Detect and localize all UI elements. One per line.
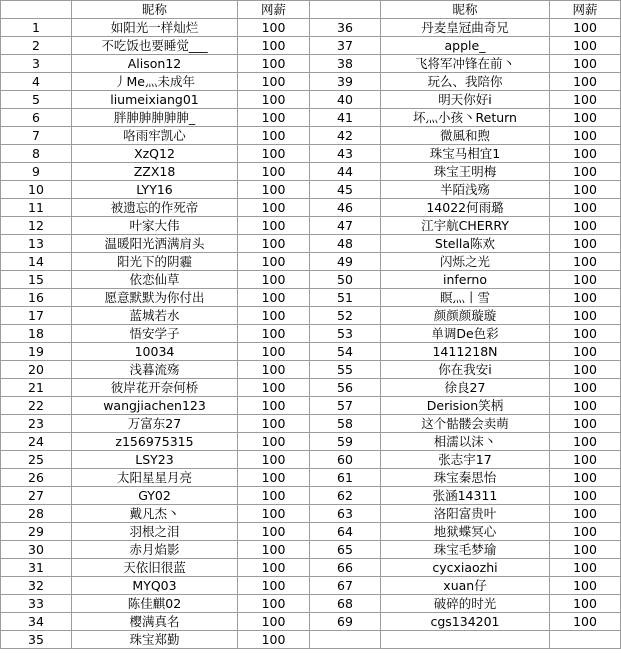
header-right-nickname[interactable]: 昵称 (381, 1, 550, 19)
left-salary-cell[interactable]: 100 (238, 181, 310, 199)
left-salary-cell[interactable]: 100 (238, 559, 310, 577)
left-salary-cell[interactable]: 100 (238, 433, 310, 451)
right-row-number-cell[interactable]: 53 (310, 325, 381, 343)
left-nickname-cell[interactable]: 戴凡杰丶 (72, 505, 238, 523)
left-nickname-cell[interactable]: 羽根之泪 (72, 523, 238, 541)
right-nickname-cell[interactable]: 你在我安i (381, 361, 550, 379)
left-nickname-cell[interactable]: wangjiachen123 (72, 397, 238, 415)
table-row (1, 469, 621, 487)
right-row-number-cell[interactable]: 40 (310, 91, 381, 109)
right-row-number-cell[interactable]: 49 (310, 253, 381, 271)
table-row (1, 325, 621, 343)
table-row (1, 19, 621, 37)
left-row-number-cell[interactable]: 16 (1, 289, 72, 307)
table-row (1, 379, 621, 397)
left-nickname-cell[interactable]: 胖胂胂胂胂胂_ (72, 109, 238, 127)
left-nickname-cell[interactable]: 浅暮流殇 (72, 361, 238, 379)
left-row-number-cell[interactable]: 11 (1, 199, 72, 217)
right-row-number-cell[interactable]: 60 (310, 451, 381, 469)
header-left-salary[interactable]: 网薪 (238, 1, 310, 19)
left-nickname-cell[interactable]: 如阳光一样灿烂 (72, 19, 238, 37)
right-row-number-cell[interactable]: 39 (310, 73, 381, 91)
right-row-number-cell[interactable]: 48 (310, 235, 381, 253)
right-salary-cell[interactable]: 100 (550, 469, 621, 487)
right-salary-cell[interactable]: 100 (550, 217, 621, 235)
table-row (1, 577, 621, 595)
left-nickname-cell[interactable]: 不吃饭也要睡觉___ (72, 37, 238, 55)
left-row-number-cell[interactable]: 17 (1, 307, 72, 325)
left-row-number-cell[interactable]: 6 (1, 109, 72, 127)
right-salary-cell[interactable]: 100 (550, 253, 621, 271)
right-nickname-cell[interactable]: 珠宝王明梅 (381, 163, 550, 181)
left-nickname-cell[interactable]: Alison12 (72, 55, 238, 73)
table-row (1, 505, 621, 523)
right-nickname-cell[interactable]: 明天你好i (381, 91, 550, 109)
left-nickname-cell[interactable]: GY02 (72, 487, 238, 505)
right-salary-cell[interactable]: 100 (550, 55, 621, 73)
left-row-number-cell[interactable]: 30 (1, 541, 72, 559)
left-nickname-cell[interactable]: 万富东27 (72, 415, 238, 433)
right-salary-cell[interactable]: 100 (550, 613, 621, 631)
left-row-number-cell[interactable]: 23 (1, 415, 72, 433)
left-row-number-cell[interactable]: 3 (1, 55, 72, 73)
right-salary-cell[interactable]: 100 (550, 235, 621, 253)
right-salary-cell[interactable]: 100 (550, 577, 621, 595)
right-salary-cell[interactable]: 100 (550, 37, 621, 55)
header-right-salary[interactable]: 网薪 (550, 1, 621, 19)
left-salary-cell[interactable]: 100 (238, 55, 310, 73)
right-row-number-cell[interactable]: 67 (310, 577, 381, 595)
right-salary-cell[interactable]: 100 (550, 19, 621, 37)
table-row (1, 235, 621, 253)
right-salary-cell[interactable]: 100 (550, 559, 621, 577)
right-salary-cell[interactable]: 100 (550, 289, 621, 307)
left-row-number-cell[interactable]: 33 (1, 595, 72, 613)
right-row-number-cell[interactable]: 69 (310, 613, 381, 631)
right-row-number-cell[interactable]: 54 (310, 343, 381, 361)
left-salary-cell[interactable]: 100 (238, 379, 310, 397)
right-salary-cell[interactable]: 100 (550, 505, 621, 523)
left-row-number-cell[interactable]: 29 (1, 523, 72, 541)
right-nickname-cell[interactable]: 丹麦皇冠曲奇兄 (381, 19, 550, 37)
left-salary-cell[interactable]: 100 (238, 19, 310, 37)
left-nickname-cell[interactable]: 赤月焰影 (72, 541, 238, 559)
right-salary-cell[interactable]: 100 (550, 541, 621, 559)
left-salary-cell[interactable]: 100 (238, 469, 310, 487)
right-row-number-cell[interactable]: 55 (310, 361, 381, 379)
left-nickname-cell[interactable]: 10034 (72, 343, 238, 361)
right-nickname-cell[interactable]: 破碎的时光 (381, 595, 550, 613)
left-row-number-cell[interactable]: 18 (1, 325, 72, 343)
right-salary-cell[interactable]: 100 (550, 523, 621, 541)
left-nickname-cell[interactable]: 蓝城若水 (72, 307, 238, 325)
table-row (1, 127, 621, 145)
right-row-number-cell[interactable]: 50 (310, 271, 381, 289)
left-salary-cell[interactable]: 100 (238, 577, 310, 595)
right-nickname-cell[interactable]: 这个骷髅会卖萌 (381, 415, 550, 433)
header-left-row-number[interactable] (1, 1, 72, 19)
right-salary-cell[interactable]: 100 (550, 595, 621, 613)
right-salary-cell[interactable]: 100 (550, 91, 621, 109)
table-row (1, 487, 621, 505)
left-row-number-cell[interactable]: 13 (1, 235, 72, 253)
right-salary-cell[interactable]: 100 (550, 199, 621, 217)
left-salary-cell[interactable]: 100 (238, 505, 310, 523)
left-nickname-cell[interactable]: 叶家大伟 (72, 217, 238, 235)
right-nickname-cell[interactable]: 飞将军冲锋在前丶 (381, 55, 550, 73)
left-nickname-cell[interactable]: MYQ03 (72, 577, 238, 595)
left-row-number-cell[interactable]: 7 (1, 127, 72, 145)
left-nickname-cell[interactable]: 珠宝郑勤 (72, 631, 238, 649)
table-row (1, 613, 621, 631)
table-row (1, 271, 621, 289)
right-row-number-cell[interactable]: 64 (310, 523, 381, 541)
right-salary-cell[interactable]: 100 (550, 145, 621, 163)
table-row (1, 91, 621, 109)
left-salary-cell[interactable]: 100 (238, 487, 310, 505)
left-row-number-cell[interactable]: 26 (1, 469, 72, 487)
left-nickname-cell[interactable]: 丿Me灬未成年 (72, 73, 238, 91)
left-row-number-cell[interactable]: 8 (1, 145, 72, 163)
left-nickname-cell[interactable]: XzQ12 (72, 145, 238, 163)
left-salary-cell[interactable]: 100 (238, 541, 310, 559)
right-salary-cell[interactable]: 100 (550, 73, 621, 91)
right-salary-cell[interactable]: 100 (550, 379, 621, 397)
right-salary-cell[interactable]: 100 (550, 271, 621, 289)
table-row (1, 433, 621, 451)
left-nickname-cell[interactable]: LSY23 (72, 451, 238, 469)
right-row-number-cell[interactable]: 42 (310, 127, 381, 145)
header-right-row-number[interactable] (310, 1, 381, 19)
left-nickname-cell[interactable]: 依恋仙草 (72, 271, 238, 289)
left-row-number-cell[interactable]: 27 (1, 487, 72, 505)
left-salary-cell[interactable]: 100 (238, 613, 310, 631)
right-row-number-cell[interactable]: 51 (310, 289, 381, 307)
right-row-number-cell[interactable]: 65 (310, 541, 381, 559)
left-salary-cell[interactable]: 100 (238, 397, 310, 415)
right-nickname-cell[interactable]: 张涵14311 (381, 487, 550, 505)
left-salary-cell[interactable]: 100 (238, 595, 310, 613)
right-nickname-cell[interactable]: 瞑灬丨雪 (381, 289, 550, 307)
right-nickname-cell[interactable]: 半陌浅殇 (381, 181, 550, 199)
right-nickname-cell[interactable]: Stella陈欢 (381, 235, 550, 253)
left-salary-cell[interactable]: 100 (238, 163, 310, 181)
right-row-number-cell[interactable]: 44 (310, 163, 381, 181)
right-row-number-cell[interactable]: 57 (310, 397, 381, 415)
right-row-number-cell[interactable]: 45 (310, 181, 381, 199)
table-row (1, 73, 621, 91)
right-nickname-cell[interactable]: 单调De色彩 (381, 325, 550, 343)
right-nickname-cell[interactable]: cycxiaozhi (381, 559, 550, 577)
table-row (1, 163, 621, 181)
table-row (1, 343, 621, 361)
table-row (1, 199, 621, 217)
left-salary-cell[interactable]: 100 (238, 289, 310, 307)
left-row-number-cell[interactable]: 25 (1, 451, 72, 469)
left-row-number-cell[interactable]: 24 (1, 433, 72, 451)
table-row (1, 541, 621, 559)
right-row-number-cell[interactable]: 43 (310, 145, 381, 163)
right-nickname-cell[interactable]: 徐良27 (381, 379, 550, 397)
right-nickname-cell[interactable]: inferno (381, 271, 550, 289)
table-row (1, 523, 621, 541)
left-salary-cell[interactable]: 100 (238, 37, 310, 55)
right-row-number-cell[interactable]: 58 (310, 415, 381, 433)
left-salary-cell[interactable]: 100 (238, 325, 310, 343)
right-salary-cell[interactable]: 100 (550, 343, 621, 361)
left-row-number-cell[interactable]: 35 (1, 631, 72, 649)
right-row-number-cell[interactable]: 46 (310, 199, 381, 217)
right-salary-cell[interactable]: 100 (550, 109, 621, 127)
header-left-nickname[interactable]: 昵称 (72, 1, 238, 19)
right-nickname-cell[interactable]: 地狱蝶冥心 (381, 523, 550, 541)
left-salary-cell[interactable]: 100 (238, 199, 310, 217)
right-row-number-cell[interactable]: 62 (310, 487, 381, 505)
left-row-number-cell[interactable]: 34 (1, 613, 72, 631)
right-row-number-cell[interactable]: 36 (310, 19, 381, 37)
right-nickname-cell[interactable]: xuan仔 (381, 577, 550, 595)
left-row-number-cell[interactable]: 12 (1, 217, 72, 235)
left-nickname-cell[interactable]: 樱满真名 (72, 613, 238, 631)
right-row-number-cell[interactable]: 41 (310, 109, 381, 127)
left-row-number-cell[interactable]: 2 (1, 37, 72, 55)
right-row-number-cell[interactable]: 63 (310, 505, 381, 523)
right-nickname-cell[interactable]: cgs134201 (381, 613, 550, 631)
right-nickname-cell[interactable]: 1411218N (381, 343, 550, 361)
table-row (1, 289, 621, 307)
table-row (1, 361, 621, 379)
left-nickname-cell[interactable]: 陈佳麒02 (72, 595, 238, 613)
left-salary-cell[interactable]: 100 (238, 253, 310, 271)
left-salary-cell[interactable]: 100 (238, 451, 310, 469)
left-salary-cell[interactable]: 100 (238, 235, 310, 253)
left-salary-cell[interactable]: 100 (238, 217, 310, 235)
left-salary-cell[interactable]: 100 (238, 631, 310, 649)
left-row-number-cell[interactable]: 28 (1, 505, 72, 523)
right-nickname-cell[interactable]: 珠宝秦思怡 (381, 469, 550, 487)
right-nickname-cell[interactable]: 珠宝马相宜1 (381, 145, 550, 163)
right-salary-cell[interactable]: 100 (550, 433, 621, 451)
left-salary-cell[interactable]: 100 (238, 109, 310, 127)
left-nickname-cell[interactable]: LYY16 (72, 181, 238, 199)
right-nickname-cell[interactable]: apple_ (381, 37, 550, 55)
left-salary-cell[interactable]: 100 (238, 307, 310, 325)
right-row-number-cell[interactable]: 47 (310, 217, 381, 235)
left-nickname-cell[interactable]: 愿意默默为你付出 (72, 289, 238, 307)
table-row (1, 55, 621, 73)
right-row-number-cell[interactable]: 68 (310, 595, 381, 613)
right-nickname-cell[interactable]: 江宇航CHERRY (381, 217, 550, 235)
right-nickname-cell[interactable]: 张志宇17 (381, 451, 550, 469)
header-row (1, 1, 621, 19)
table-row (1, 415, 621, 433)
right-nickname-cell[interactable]: 微風和煦 (381, 127, 550, 145)
right-row-number-cell[interactable]: 52 (310, 307, 381, 325)
right-nickname-cell[interactable]: 洛阳富贵叶 (381, 505, 550, 523)
right-nickname-cell[interactable]: 颜颜颜璇璇 (381, 307, 550, 325)
left-salary-cell[interactable]: 100 (238, 73, 310, 91)
left-row-number-cell[interactable]: 14 (1, 253, 72, 271)
left-nickname-cell[interactable]: 温暖阳光洒满肩头 (72, 235, 238, 253)
left-nickname-cell[interactable]: ZZX18 (72, 163, 238, 181)
right-row-number-cell[interactable]: 37 (310, 37, 381, 55)
right-nickname-cell[interactable]: 相濡以沫丶 (381, 433, 550, 451)
right-row-number-cell[interactable]: 38 (310, 55, 381, 73)
right-nickname-cell[interactable]: 珠宝毛梦瑜 (381, 541, 550, 559)
table-row (1, 631, 621, 649)
left-row-number-cell[interactable]: 4 (1, 73, 72, 91)
table-row (1, 181, 621, 199)
left-row-number-cell[interactable]: 22 (1, 397, 72, 415)
left-row-number-cell[interactable]: 31 (1, 559, 72, 577)
right-salary-cell[interactable] (550, 631, 621, 649)
left-nickname-cell[interactable]: 太阳星星月亮 (72, 469, 238, 487)
left-nickname-cell[interactable]: 天依旧很蓝 (72, 559, 238, 577)
table-row (1, 559, 621, 577)
left-row-number-cell[interactable]: 19 (1, 343, 72, 361)
table-row (1, 595, 621, 613)
right-nickname-cell[interactable]: 14022何雨璐 (381, 199, 550, 217)
left-row-number-cell[interactable]: 1 (1, 19, 72, 37)
table-row (1, 253, 621, 271)
right-row-number-cell[interactable]: 66 (310, 559, 381, 577)
left-row-number-cell[interactable]: 15 (1, 271, 72, 289)
right-nickname-cell[interactable]: 玩么、我陪你 (381, 73, 550, 91)
left-nickname-cell[interactable]: 咯雨牢凯心 (72, 127, 238, 145)
right-nickname-cell[interactable] (381, 631, 550, 649)
right-salary-cell[interactable]: 100 (550, 397, 621, 415)
right-salary-cell[interactable]: 100 (550, 415, 621, 433)
right-nickname-cell[interactable]: Derision笑柄 (381, 397, 550, 415)
left-row-number-cell[interactable]: 20 (1, 361, 72, 379)
left-nickname-cell[interactable]: z156975315 (72, 433, 238, 451)
left-salary-cell[interactable]: 100 (238, 415, 310, 433)
table-row (1, 217, 621, 235)
left-salary-cell[interactable]: 100 (238, 523, 310, 541)
left-salary-cell[interactable]: 100 (238, 145, 310, 163)
right-salary-cell[interactable]: 100 (550, 163, 621, 181)
left-nickname-cell[interactable]: 悟安学子 (72, 325, 238, 343)
right-nickname-cell[interactable]: 闪烁之光 (381, 253, 550, 271)
right-salary-cell[interactable]: 100 (550, 361, 621, 379)
table-row (1, 37, 621, 55)
left-nickname-cell[interactable]: 彼岸花开奈何桥 (72, 379, 238, 397)
right-salary-cell[interactable]: 100 (550, 307, 621, 325)
right-salary-cell[interactable]: 100 (550, 181, 621, 199)
right-salary-cell[interactable]: 100 (550, 487, 621, 505)
right-row-number-cell[interactable] (310, 631, 381, 649)
left-row-number-cell[interactable]: 21 (1, 379, 72, 397)
table-row (1, 145, 621, 163)
right-salary-cell[interactable]: 100 (550, 127, 621, 145)
left-nickname-cell[interactable]: 被遗忘的作死帝 (72, 199, 238, 217)
left-nickname-cell[interactable]: 阳光下的阴霾 (72, 253, 238, 271)
left-nickname-cell[interactable]: liumeixiang01 (72, 91, 238, 109)
right-salary-cell[interactable]: 100 (550, 325, 621, 343)
right-row-number-cell[interactable]: 56 (310, 379, 381, 397)
table-row (1, 397, 621, 415)
left-salary-cell[interactable]: 100 (238, 343, 310, 361)
table-row (1, 109, 621, 127)
left-row-number-cell[interactable]: 5 (1, 91, 72, 109)
right-row-number-cell[interactable]: 59 (310, 433, 381, 451)
table-row (1, 451, 621, 469)
left-row-number-cell[interactable]: 9 (1, 163, 72, 181)
right-nickname-cell[interactable]: 坏灬小孩丶Return (381, 109, 550, 127)
right-salary-cell[interactable]: 100 (550, 451, 621, 469)
left-row-number-cell[interactable]: 32 (1, 577, 72, 595)
left-salary-cell[interactable]: 100 (238, 361, 310, 379)
left-salary-cell[interactable]: 100 (238, 271, 310, 289)
right-row-number-cell[interactable]: 61 (310, 469, 381, 487)
left-salary-cell[interactable]: 100 (238, 127, 310, 145)
left-salary-cell[interactable]: 100 (238, 91, 310, 109)
table-row (1, 307, 621, 325)
left-row-number-cell[interactable]: 10 (1, 181, 72, 199)
